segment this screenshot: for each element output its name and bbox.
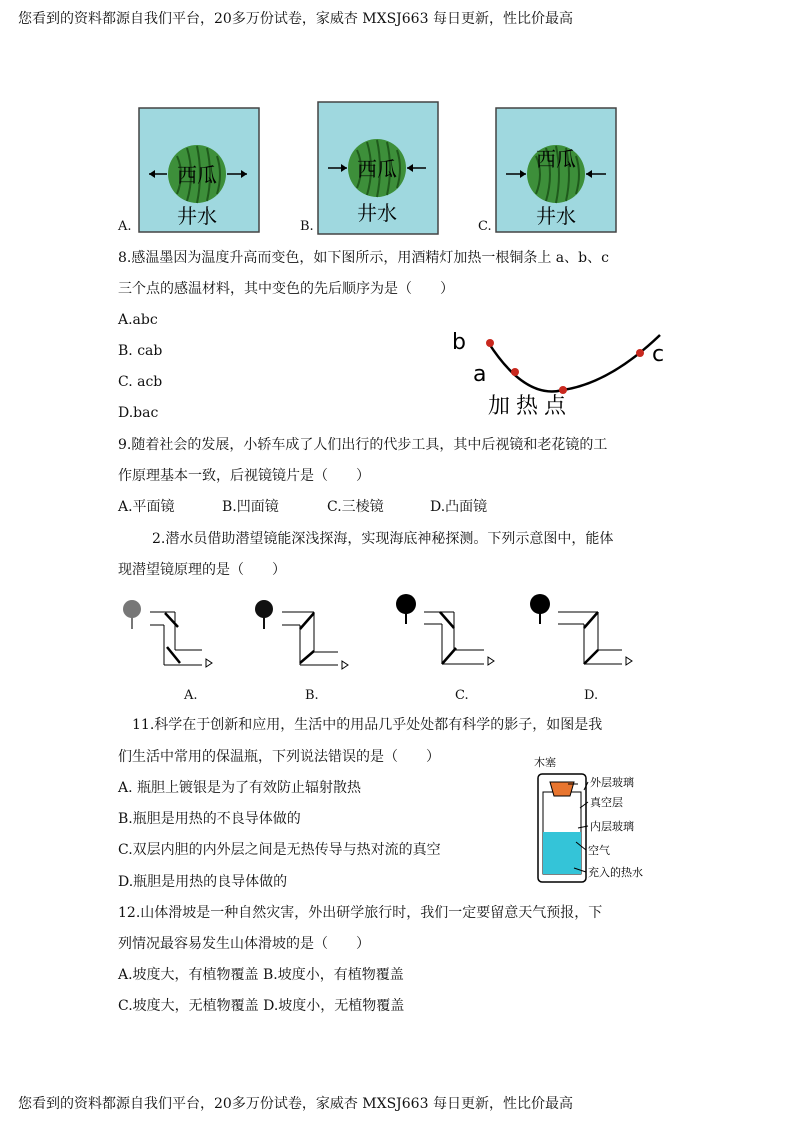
svg-text:真空层: 真空层 (590, 796, 623, 809)
svg-text:西瓜: 西瓜 (357, 157, 397, 181)
svg-text:井水: 井水 (357, 201, 397, 225)
q7-option-c-label: C. (478, 219, 492, 234)
q12-stem-line1: 12.山体滑坡是一种自然灾害，外出研学旅行时，我们一定要留意天气预报，下 (118, 905, 603, 921)
page-footer: 您看到的资料都源自我们平台，20多万份试卷，家威杏 MXSJ663 每日更新，性比价最高 (18, 1096, 573, 1112)
q9-stem-line1: 9.随着社会的发展，小轿车成了人们出行的代步工具，其中后视镜和老花镜的工 (118, 437, 608, 453)
svg-text:内层玻璃: 内层玻璃 (590, 820, 634, 833)
q10-option-a[interactable]: A. (184, 688, 198, 703)
tree-icon (255, 600, 273, 618)
q10-option-b[interactable]: B. (305, 688, 319, 703)
q7-figure-a (137, 106, 261, 234)
q8-copper-strip-figure (450, 325, 680, 420)
q8-stem-line1: 8.感温墨因为温度升高而变色，如下图所示，用酒精灯加热一根铜条上 a、b、c (118, 250, 609, 266)
q11-stem-line1: 11.科学在于创新和应用，生活中的用品几乎处处都有科学的影子，如图是我 (132, 717, 603, 733)
eye-icon (342, 661, 348, 669)
svg-text:西瓜: 西瓜 (177, 163, 217, 187)
q9-option-b[interactable]: B.凹面镜 (222, 499, 279, 515)
svg-text:井水: 井水 (177, 204, 217, 228)
q12-options-line1[interactable]: A.坡度大，有植物覆盖 B.坡度小，有植物覆盖 (118, 967, 404, 983)
q8-option-d[interactable]: D.bac (118, 405, 159, 421)
q7-figure-c (494, 106, 618, 234)
q11-option-a[interactable]: A. 瓶胆上镀银是为了有效防止辐射散热 (118, 780, 362, 796)
q10-periscope-d (526, 590, 641, 675)
svg-text:b: b (452, 330, 466, 355)
q8-stem-line2: 三个点的感温材料，其中变色的先后顺序为是（ ） (118, 281, 454, 297)
q9-option-c[interactable]: C.三棱镜 (327, 499, 384, 515)
q10-periscope-a (120, 595, 220, 675)
tree-icon (123, 600, 141, 618)
svg-text:充入的热水: 充入的热水 (588, 866, 643, 879)
q9-option-d[interactable]: D.凸面镜 (430, 499, 488, 515)
svg-text:外层玻璃: 外层玻璃 (590, 776, 634, 789)
q11-option-d[interactable]: D.瓶胆是用热的良导体做的 (118, 874, 288, 890)
svg-text:c: c (652, 342, 665, 367)
q10-stem-line1: 2.潜水员借助潜望镜能深浅探海，实现海底神秘探测。下列示意图中，能体 (152, 531, 614, 547)
q12-options-line2[interactable]: C.坡度大，无植物覆盖 D.坡度小，无植物覆盖 (118, 998, 405, 1014)
q8-option-a[interactable]: A.abc (118, 312, 158, 328)
q7-option-a-label: A. (118, 219, 132, 234)
svg-text:西瓜: 西瓜 (536, 147, 576, 171)
q8-option-b[interactable]: B. cab (118, 343, 163, 359)
svg-text:井水: 井水 (536, 204, 576, 228)
q10-stem-line2: 现潜望镜原理的是（ ） (118, 562, 286, 578)
q10-option-c[interactable]: C. (455, 688, 469, 703)
q10-option-d[interactable]: D. (584, 688, 599, 703)
svg-text:木塞: 木塞 (534, 756, 556, 769)
q10-periscope-b (252, 595, 352, 675)
q11-option-b[interactable]: B.瓶胆是用热的不良导体做的 (118, 811, 301, 827)
svg-text:加热点: 加热点 (488, 394, 573, 419)
q10-periscope-c (392, 590, 502, 675)
tree-icon (396, 594, 416, 614)
tree-icon (530, 594, 550, 614)
eye-icon (488, 657, 494, 665)
q9-option-a[interactable]: A.平面镜 (118, 499, 175, 515)
q7-figure-b (316, 100, 440, 236)
q12-stem-line2: 列情况最容易发生山体滑坡的是（ ） (118, 936, 370, 952)
q7-option-b-label: B. (300, 219, 314, 234)
svg-text:空气: 空气 (588, 844, 610, 857)
q11-option-c[interactable]: C.双层内胆的内外层之间是无热传导与热对流的真空 (118, 842, 441, 858)
q8-option-c[interactable]: C. acb (118, 374, 163, 390)
q9-stem-line2: 作原理基本一致，后视镜镜片是（ ） (118, 468, 370, 484)
q11-thermos-figure (526, 752, 666, 884)
svg-text:a: a (473, 362, 487, 387)
page-header: 您看到的资料都源自我们平台，20多万份试卷，家威杏 MXSJ663 每日更新，性比价最高 (18, 11, 573, 27)
q11-stem-line2: 们生活中常用的保温瓶，下列说法错误的是（ ） (118, 749, 440, 765)
eye-icon (626, 657, 632, 665)
eye-icon (206, 659, 212, 667)
